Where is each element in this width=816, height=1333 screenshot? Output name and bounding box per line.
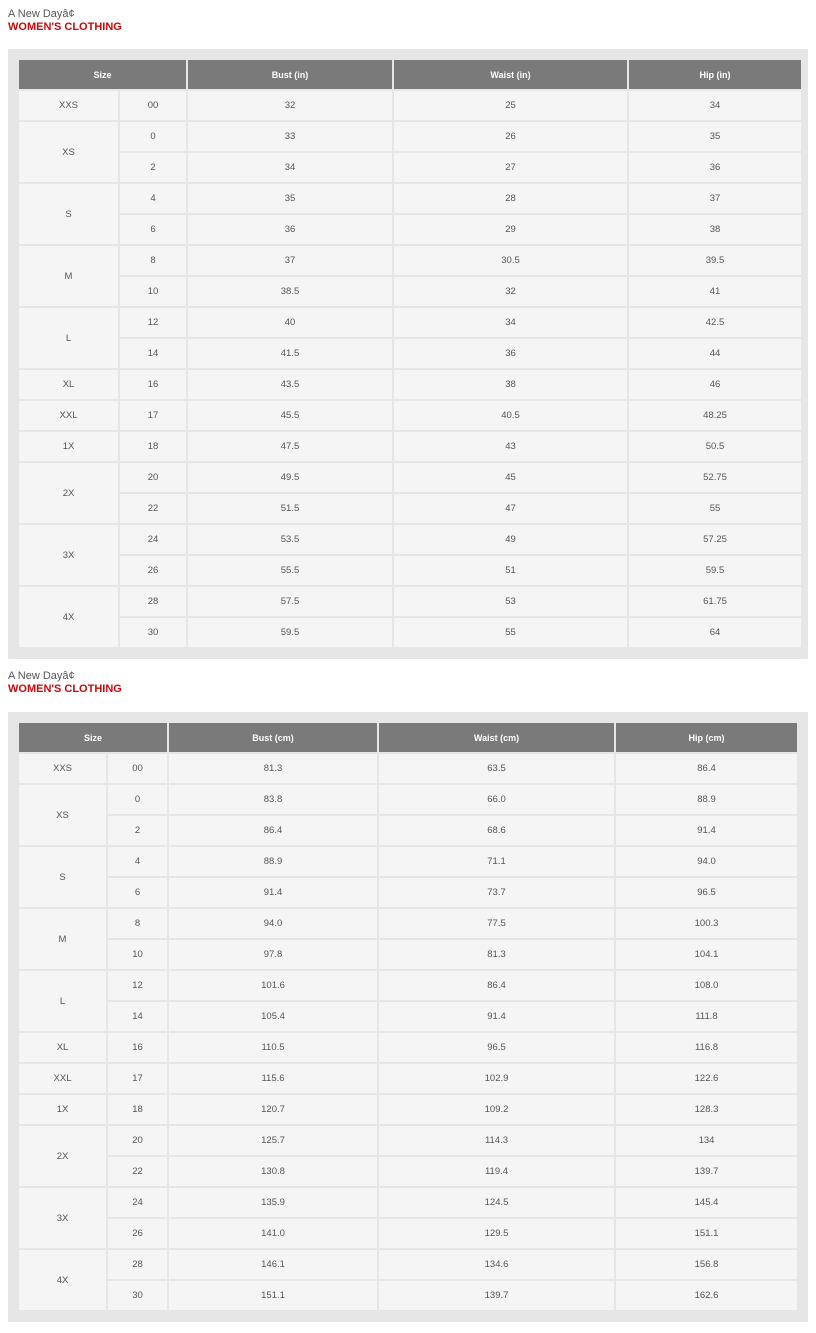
section-heading: WOMEN'S CLOTHING: [8, 21, 122, 33]
waist-cell: 102.9: [379, 1064, 614, 1093]
table-row: [19, 494, 801, 523]
numeric-size-cell: 26: [120, 556, 186, 585]
numeric-size-cell: 22: [120, 494, 186, 523]
waist-cell: 34: [394, 308, 627, 337]
table-row: [19, 1188, 797, 1217]
bust-cell: 49.5: [188, 463, 392, 492]
hip-cell: 59.5: [629, 556, 801, 585]
bust-cell: 34: [188, 153, 392, 182]
hip-cell: 36: [629, 153, 801, 182]
size-label-cell: XS: [19, 785, 106, 845]
numeric-size-cell: 26: [108, 1219, 167, 1248]
hip-cell: 156.8: [616, 1250, 797, 1279]
size-label-cell: 4X: [19, 1250, 106, 1310]
size-label-cell: 2X: [19, 463, 118, 523]
size-chart-inches: [0, 0, 816, 662]
hip-cell: 162.6: [616, 1281, 797, 1310]
bust-cell: 86.4: [169, 816, 377, 845]
bust-cell: 110.5: [169, 1033, 377, 1062]
table-row: [19, 971, 797, 1000]
table-row: [19, 1002, 797, 1031]
numeric-size-cell: 0: [120, 122, 186, 151]
table-row: [19, 785, 797, 814]
hip-cell: 57.25: [629, 525, 801, 554]
waist-cell: 91.4: [379, 1002, 614, 1031]
bust-cell: 35: [188, 184, 392, 213]
table-row: [19, 525, 801, 554]
bust-cell: 47.5: [188, 432, 392, 461]
hip-cell: 91.4: [616, 816, 797, 845]
table-body: [19, 754, 797, 1310]
bust-cell: 83.8: [169, 785, 377, 814]
hip-cell: 42.5: [629, 308, 801, 337]
size-label-cell: XXL: [19, 401, 118, 430]
size-chart-centimeters: [0, 666, 816, 1333]
bust-cell: 141.0: [169, 1219, 377, 1248]
numeric-size-cell: 8: [108, 909, 167, 938]
bust-cell: 91.4: [169, 878, 377, 907]
size-table: [17, 721, 799, 1312]
header-row: [19, 723, 797, 752]
hip-cell: 104.1: [616, 940, 797, 969]
waist-cell: 36: [394, 339, 627, 368]
table-row: [19, 246, 801, 275]
waist-cell: 63.5: [379, 754, 614, 783]
brand-name: A New Dayâ¢: [8, 8, 75, 20]
table-row: [19, 1095, 797, 1124]
numeric-size-cell: 20: [120, 463, 186, 492]
hip-cell: 35: [629, 122, 801, 151]
waist-cell: 66.0: [379, 785, 614, 814]
bust-cell: 33: [188, 122, 392, 151]
waist-header: Waist (cm): [379, 723, 614, 752]
bust-cell: 55.5: [188, 556, 392, 585]
bust-cell: 32: [188, 91, 392, 120]
waist-cell: 119.4: [379, 1157, 614, 1186]
hip-cell: 111.8: [616, 1002, 797, 1031]
numeric-size-cell: 20: [108, 1126, 167, 1155]
bust-cell: 105.4: [169, 1002, 377, 1031]
hip-cell: 39.5: [629, 246, 801, 275]
numeric-size-cell: 00: [120, 91, 186, 120]
size-label-cell: 1X: [19, 1095, 106, 1124]
waist-cell: 139.7: [379, 1281, 614, 1310]
table-row: [19, 816, 797, 845]
hip-cell: 100.3: [616, 909, 797, 938]
numeric-size-cell: 24: [108, 1188, 167, 1217]
numeric-size-cell: 0: [108, 785, 167, 814]
size-label-cell: S: [19, 184, 118, 244]
hip-cell: 44: [629, 339, 801, 368]
hip-header: Hip (cm): [616, 723, 797, 752]
bust-cell: 59.5: [188, 618, 392, 647]
waist-cell: 68.6: [379, 816, 614, 845]
size-label-cell: 4X: [19, 587, 118, 647]
table-row: [19, 878, 797, 907]
waist-cell: 29: [394, 215, 627, 244]
numeric-size-cell: 18: [120, 432, 186, 461]
size-label-cell: XXS: [19, 754, 106, 783]
table-panel: [8, 49, 808, 659]
size-label-cell: XS: [19, 122, 118, 182]
table-row: [19, 618, 801, 647]
bust-cell: 45.5: [188, 401, 392, 430]
numeric-size-cell: 4: [120, 184, 186, 213]
brand-name: A New Dayâ¢: [8, 670, 75, 682]
waist-cell: 30.5: [394, 246, 627, 275]
table-row: [19, 122, 801, 151]
size-label-cell: XL: [19, 370, 118, 399]
section-heading: WOMEN'S CLOTHING: [8, 683, 122, 695]
table-row: [19, 184, 801, 213]
hip-cell: 41: [629, 277, 801, 306]
numeric-size-cell: 28: [108, 1250, 167, 1279]
numeric-size-cell: 28: [120, 587, 186, 616]
size-label-cell: XL: [19, 1033, 106, 1062]
hip-cell: 128.3: [616, 1095, 797, 1124]
waist-cell: 51: [394, 556, 627, 585]
waist-cell: 124.5: [379, 1188, 614, 1217]
bust-cell: 88.9: [169, 847, 377, 876]
numeric-size-cell: 2: [120, 153, 186, 182]
table-row: [19, 556, 801, 585]
size-label-cell: 2X: [19, 1126, 106, 1186]
hip-cell: 134: [616, 1126, 797, 1155]
numeric-size-cell: 10: [120, 277, 186, 306]
table-row: [19, 754, 797, 783]
bust-cell: 40: [188, 308, 392, 337]
hip-cell: 88.9: [616, 785, 797, 814]
numeric-size-cell: 30: [108, 1281, 167, 1310]
table-row: [19, 308, 801, 337]
size-label-cell: L: [19, 971, 106, 1031]
numeric-size-cell: 22: [108, 1157, 167, 1186]
bust-cell: 43.5: [188, 370, 392, 399]
hip-cell: 139.7: [616, 1157, 797, 1186]
waist-cell: 86.4: [379, 971, 614, 1000]
size-label-cell: M: [19, 909, 106, 969]
hip-header: Hip (in): [629, 60, 801, 89]
size-label-cell: S: [19, 847, 106, 907]
hip-cell: 145.4: [616, 1188, 797, 1217]
hip-cell: 38: [629, 215, 801, 244]
numeric-size-cell: 18: [108, 1095, 167, 1124]
table-row: [19, 847, 797, 876]
waist-cell: 26: [394, 122, 627, 151]
size-label-cell: XXS: [19, 91, 118, 120]
bust-cell: 151.1: [169, 1281, 377, 1310]
waist-cell: 38: [394, 370, 627, 399]
waist-cell: 28: [394, 184, 627, 213]
table-row: [19, 153, 801, 182]
waist-cell: 109.2: [379, 1095, 614, 1124]
waist-cell: 129.5: [379, 1219, 614, 1248]
hip-cell: 116.8: [616, 1033, 797, 1062]
header-row: [19, 60, 801, 89]
size-label-cell: M: [19, 246, 118, 306]
hip-cell: 46: [629, 370, 801, 399]
table-row: [19, 909, 797, 938]
bust-cell: 51.5: [188, 494, 392, 523]
hip-cell: 48.25: [629, 401, 801, 430]
waist-cell: 27: [394, 153, 627, 182]
size-label-cell: 3X: [19, 1188, 106, 1248]
table-row: [19, 401, 801, 430]
bust-header: Bust (cm): [169, 723, 377, 752]
hip-cell: 94.0: [616, 847, 797, 876]
hip-cell: 52.75: [629, 463, 801, 492]
numeric-size-cell: 2: [108, 816, 167, 845]
table-row: [19, 277, 801, 306]
numeric-size-cell: 24: [120, 525, 186, 554]
bust-cell: 115.6: [169, 1064, 377, 1093]
bust-cell: 130.8: [169, 1157, 377, 1186]
bust-cell: 135.9: [169, 1188, 377, 1217]
table-row: [19, 463, 801, 492]
waist-cell: 53: [394, 587, 627, 616]
size-header: Size: [19, 60, 186, 89]
waist-cell: 43: [394, 432, 627, 461]
bust-cell: 120.7: [169, 1095, 377, 1124]
table-row: [19, 215, 801, 244]
waist-cell: 134.6: [379, 1250, 614, 1279]
numeric-size-cell: 6: [120, 215, 186, 244]
waist-cell: 81.3: [379, 940, 614, 969]
numeric-size-cell: 00: [108, 754, 167, 783]
numeric-size-cell: 17: [108, 1064, 167, 1093]
waist-cell: 49: [394, 525, 627, 554]
hip-cell: 55: [629, 494, 801, 523]
hip-cell: 86.4: [616, 754, 797, 783]
size-label-cell: 1X: [19, 432, 118, 461]
bust-header: Bust (in): [188, 60, 392, 89]
bust-cell: 36: [188, 215, 392, 244]
numeric-size-cell: 17: [120, 401, 186, 430]
bust-cell: 101.6: [169, 971, 377, 1000]
waist-cell: 77.5: [379, 909, 614, 938]
table-row: [19, 1250, 797, 1279]
table-row: [19, 587, 801, 616]
hip-cell: 96.5: [616, 878, 797, 907]
bust-cell: 53.5: [188, 525, 392, 554]
table-row: [19, 940, 797, 969]
waist-cell: 55: [394, 618, 627, 647]
table-row: [19, 1064, 797, 1093]
table-row: [19, 339, 801, 368]
numeric-size-cell: 16: [120, 370, 186, 399]
table-body: [19, 91, 801, 647]
table-row: [19, 1219, 797, 1248]
table-row: [19, 370, 801, 399]
numeric-size-cell: 16: [108, 1033, 167, 1062]
waist-cell: 32: [394, 277, 627, 306]
hip-cell: 50.5: [629, 432, 801, 461]
numeric-size-cell: 12: [120, 308, 186, 337]
waist-cell: 25: [394, 91, 627, 120]
waist-cell: 114.3: [379, 1126, 614, 1155]
size-header: Size: [19, 723, 167, 752]
waist-cell: 96.5: [379, 1033, 614, 1062]
table-row: [19, 1033, 797, 1062]
numeric-size-cell: 8: [120, 246, 186, 275]
hip-cell: 151.1: [616, 1219, 797, 1248]
bust-cell: 37: [188, 246, 392, 275]
numeric-size-cell: 10: [108, 940, 167, 969]
table-row: [19, 1126, 797, 1155]
bust-cell: 125.7: [169, 1126, 377, 1155]
bust-cell: 57.5: [188, 587, 392, 616]
size-label-cell: XXL: [19, 1064, 106, 1093]
waist-header: Waist (in): [394, 60, 627, 89]
hip-cell: 34: [629, 91, 801, 120]
hip-cell: 37: [629, 184, 801, 213]
numeric-size-cell: 14: [108, 1002, 167, 1031]
numeric-size-cell: 30: [120, 618, 186, 647]
bust-cell: 41.5: [188, 339, 392, 368]
numeric-size-cell: 12: [108, 971, 167, 1000]
table-row: [19, 432, 801, 461]
hip-cell: 122.6: [616, 1064, 797, 1093]
waist-cell: 47: [394, 494, 627, 523]
hip-cell: 61.75: [629, 587, 801, 616]
table-row: [19, 91, 801, 120]
bust-cell: 38.5: [188, 277, 392, 306]
bust-cell: 97.8: [169, 940, 377, 969]
hip-cell: 64: [629, 618, 801, 647]
numeric-size-cell: 4: [108, 847, 167, 876]
table-row: [19, 1281, 797, 1310]
numeric-size-cell: 6: [108, 878, 167, 907]
numeric-size-cell: 14: [120, 339, 186, 368]
table-row: [19, 1157, 797, 1186]
table-panel: [8, 712, 808, 1322]
size-table: [17, 58, 803, 649]
waist-cell: 45: [394, 463, 627, 492]
waist-cell: 73.7: [379, 878, 614, 907]
waist-cell: 40.5: [394, 401, 627, 430]
hip-cell: 108.0: [616, 971, 797, 1000]
bust-cell: 94.0: [169, 909, 377, 938]
bust-cell: 81.3: [169, 754, 377, 783]
waist-cell: 71.1: [379, 847, 614, 876]
size-label-cell: 3X: [19, 525, 118, 585]
size-label-cell: L: [19, 308, 118, 368]
bust-cell: 146.1: [169, 1250, 377, 1279]
